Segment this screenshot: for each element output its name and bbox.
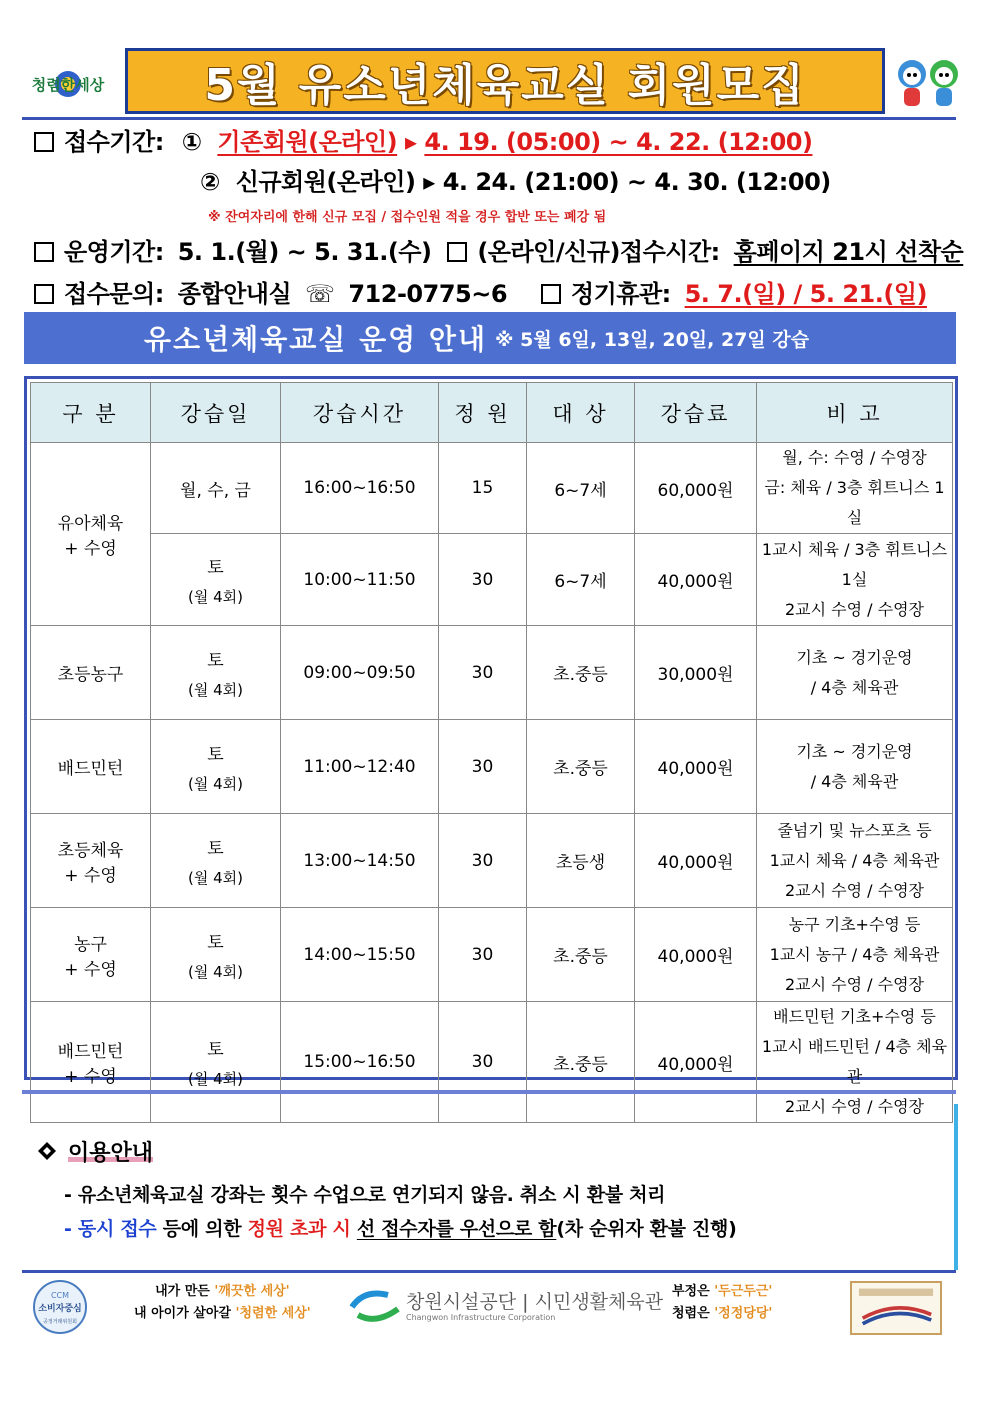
col-remarks: 비 고 (757, 383, 953, 443)
corp-name: 창원시설공단 | 시민생활체육관 (406, 1291, 664, 1313)
target-cell: 6~7세 (527, 534, 635, 626)
reception-line-2: ② 신규회원(온라인) ▸ 4. 24. (21:00) ~ 4. 30. (12:00) (200, 168, 831, 196)
usage-line-2: - 동시 접수 등에 의한 정원 초과 시 선 접수자를 우선으로 함(차 순위자 환불 진행) (64, 1218, 737, 1240)
mascot-icon (892, 50, 964, 114)
target-cell: 초.중등 (527, 626, 635, 720)
time-cell: 15:00~16:50 (281, 1002, 439, 1123)
table-row (31, 1002, 953, 1123)
checkbox-icon (541, 284, 561, 304)
existing-member-label: 기존회원(온라인) (217, 128, 398, 156)
reception-line-1: 접수기간: ① 기존회원(온라인) ▸ 4. 19. (05:00) ~ 4. 22. (12:00) (34, 122, 812, 157)
arrow-icon: ▸ (423, 168, 435, 196)
section-divider (22, 1090, 956, 1094)
online-label: (온라인/신규)접수시간: (477, 238, 720, 266)
fee-cell: 40,000원 (635, 908, 757, 1002)
category-cell: 배드민턴 (31, 720, 151, 814)
ccm-logo-icon (32, 1279, 88, 1335)
banner-note: ※ 5월 6일, 13일, 20일, 27일 강습 (495, 328, 810, 351)
target-cell: 초등생 (527, 814, 635, 908)
category-cell: 농구 + 수영 (31, 908, 151, 1002)
day-cell: 토 (월 4회) (151, 1002, 281, 1123)
checkbox-icon (447, 242, 467, 262)
checkbox-icon (34, 132, 54, 152)
inquiry-phone: 712-0775~6 (348, 280, 508, 308)
target-cell: 초.중등 (527, 908, 635, 1002)
time-cell: 10:00~11:50 (281, 534, 439, 626)
fee-cell: 40,000원 (635, 1002, 757, 1123)
usage-line-1: - 유소년체육교실 강좌는 횟수 수업으로 연기되지 않음. 취소 시 환불 처리 (64, 1184, 666, 1206)
day-cell: 토 (월 4회) (151, 720, 281, 814)
checkbox-icon (34, 284, 54, 304)
day-cell: 토 (월 4회) (151, 908, 281, 1002)
day-cell: 토 (월 4회) (151, 814, 281, 908)
time-cell: 14:00~15:50 (281, 908, 439, 1002)
table-row (31, 626, 953, 720)
col-fee: 강습료 (635, 383, 757, 443)
inquiry-line: 접수문의: 종합안내실 ☏ 712-0775~6 정기휴관: 5. 7.(일) / 5. 21.(일) (34, 274, 927, 309)
svg-text:소비자중심: 소비자중심 (38, 1304, 82, 1314)
phone-icon: ☏ (304, 280, 335, 308)
diamond-bullet-icon (38, 1142, 56, 1160)
category-cell: 유아체육 + 수영 (31, 443, 151, 626)
page-title: 5월 유소년체육교실 회원모집 (204, 60, 806, 111)
notice-text: ※ 잔여자리에 한해 신규 모집 / 접수인원 적을 경우 합반 또는 폐강 됨 (208, 210, 607, 225)
day-cell: 토 (월 4회) (151, 534, 281, 626)
slogan-right: 부정은 '두근두근' 청렴은 '정정당당' (672, 1284, 773, 1321)
capacity-cell: 15 (439, 443, 527, 534)
header (22, 40, 956, 122)
col-capacity: 정 원 (439, 383, 527, 443)
banner-title: 유소년체육교실 운영 안내 (144, 323, 488, 356)
closed-label: 정기휴관: (570, 280, 671, 308)
changwon-corp-logo-icon (348, 1285, 402, 1325)
operation-line: 운영기간: 5. 1.(월) ~ 5. 31.(수) (온라인/신규)접수시간: 홈페이지 21시 선착순 (34, 232, 963, 267)
operation-period: 5. 1.(월) ~ 5. 31.(수) (177, 238, 432, 266)
certification-seal-icon (850, 1281, 942, 1335)
footer (22, 1270, 956, 1336)
schedule-table (24, 376, 958, 1116)
fee-cell: 60,000원 (635, 443, 757, 534)
fee-cell: 40,000원 (635, 534, 757, 626)
time-cell: 11:00~12:40 (281, 720, 439, 814)
col-day: 강습일 (151, 383, 281, 443)
capacity-cell: 30 (439, 814, 527, 908)
target-cell: 6~7세 (527, 443, 635, 534)
table-row (31, 534, 953, 626)
fee-cell: 40,000원 (635, 814, 757, 908)
header-divider (22, 117, 956, 120)
table-row (31, 908, 953, 1002)
capacity-cell: 30 (439, 720, 527, 814)
category-cell: 배드민턴 + 수영 (31, 1002, 151, 1123)
remarks-cell: 월, 수: 수영 / 수영장 금: 체육 / 3층 휘트니스 1실 (757, 443, 953, 534)
category-cell: 초등체육 + 수영 (31, 814, 151, 908)
new-period: 4. 24. (21:00) ~ 4. 30. (12:00) (442, 168, 831, 196)
online-value: 홈페이지 21시 선착순 (733, 238, 964, 266)
time-cell: 13:00~14:50 (281, 814, 439, 908)
svg-text:청렴한세상: 청렴한세상 (31, 76, 105, 94)
new-member-label: 신규회원(온라인) (235, 168, 416, 196)
cleanworld-logo-icon (30, 50, 106, 114)
target-cell: 초.중등 (527, 1002, 635, 1123)
target-cell: 초.중등 (527, 720, 635, 814)
capacity-cell: 30 (439, 626, 527, 720)
remarks-cell: 기초 ~ 경기운영 / 4층 체육관 (757, 626, 953, 720)
col-target: 대 상 (527, 383, 635, 443)
remarks-cell: 기초 ~ 경기운영 / 4층 체육관 (757, 720, 953, 814)
time-cell: 16:00~16:50 (281, 443, 439, 534)
svg-text:공정거래위원회: 공정거래위원회 (43, 1319, 77, 1325)
table-row (31, 443, 953, 534)
closed-value: 5. 7.(일) / 5. 21.(일) (684, 280, 927, 308)
day-cell: 토 (월 4회) (151, 626, 281, 720)
capacity-cell: 30 (439, 534, 527, 626)
fee-cell: 40,000원 (635, 720, 757, 814)
usage-title: 이용안내 (38, 1136, 153, 1167)
table-row (31, 814, 953, 908)
slogan-left: 내가 만든 '깨끗한 세상' 내 아이가 살아갈 '청렴한 세상' (134, 1284, 311, 1321)
side-divider (954, 1104, 958, 1270)
remarks-cell: 배드민턴 기초+수영 등 1교시 배드민턴 / 4층 체육관 2교시 수영 / 수영장 (757, 1002, 953, 1123)
col-category: 구 분 (31, 383, 151, 443)
checkbox-icon (34, 242, 54, 262)
capacity-cell: 30 (439, 1002, 527, 1123)
svg-text:CCM: CCM (50, 1291, 70, 1300)
table-row (31, 720, 953, 814)
time-cell: 09:00~09:50 (281, 626, 439, 720)
category-cell: 초등농구 (31, 626, 151, 720)
inquiry-place: 종합안내실 (177, 280, 292, 308)
corp-eng-name: Changwon Infrastructure Corporation (406, 1313, 556, 1322)
col-time: 강습시간 (281, 383, 439, 443)
page-title-box (125, 48, 885, 114)
operation-banner (24, 312, 956, 364)
existing-period: 4. 19. (05:00) ~ 4. 22. (12:00) (424, 128, 813, 156)
remarks-cell: 1교시 체육 / 3층 휘트니스 1실 2교시 수영 / 수영장 (757, 534, 953, 626)
day-cell: 월, 수, 금 (151, 443, 281, 534)
remarks-cell: 줄넘기 및 뉴스포츠 등 1교시 체육 / 4층 체육관 2교시 수영 / 수영장 (757, 814, 953, 908)
fee-cell: 30,000원 (635, 626, 757, 720)
remarks-cell: 농구 기초+수영 등 1교시 농구 / 4층 체육관 2교시 수영 / 수영장 (757, 908, 953, 1002)
table-header-row (31, 383, 953, 443)
arrow-icon: ▸ (404, 128, 417, 156)
capacity-cell: 30 (439, 908, 527, 1002)
